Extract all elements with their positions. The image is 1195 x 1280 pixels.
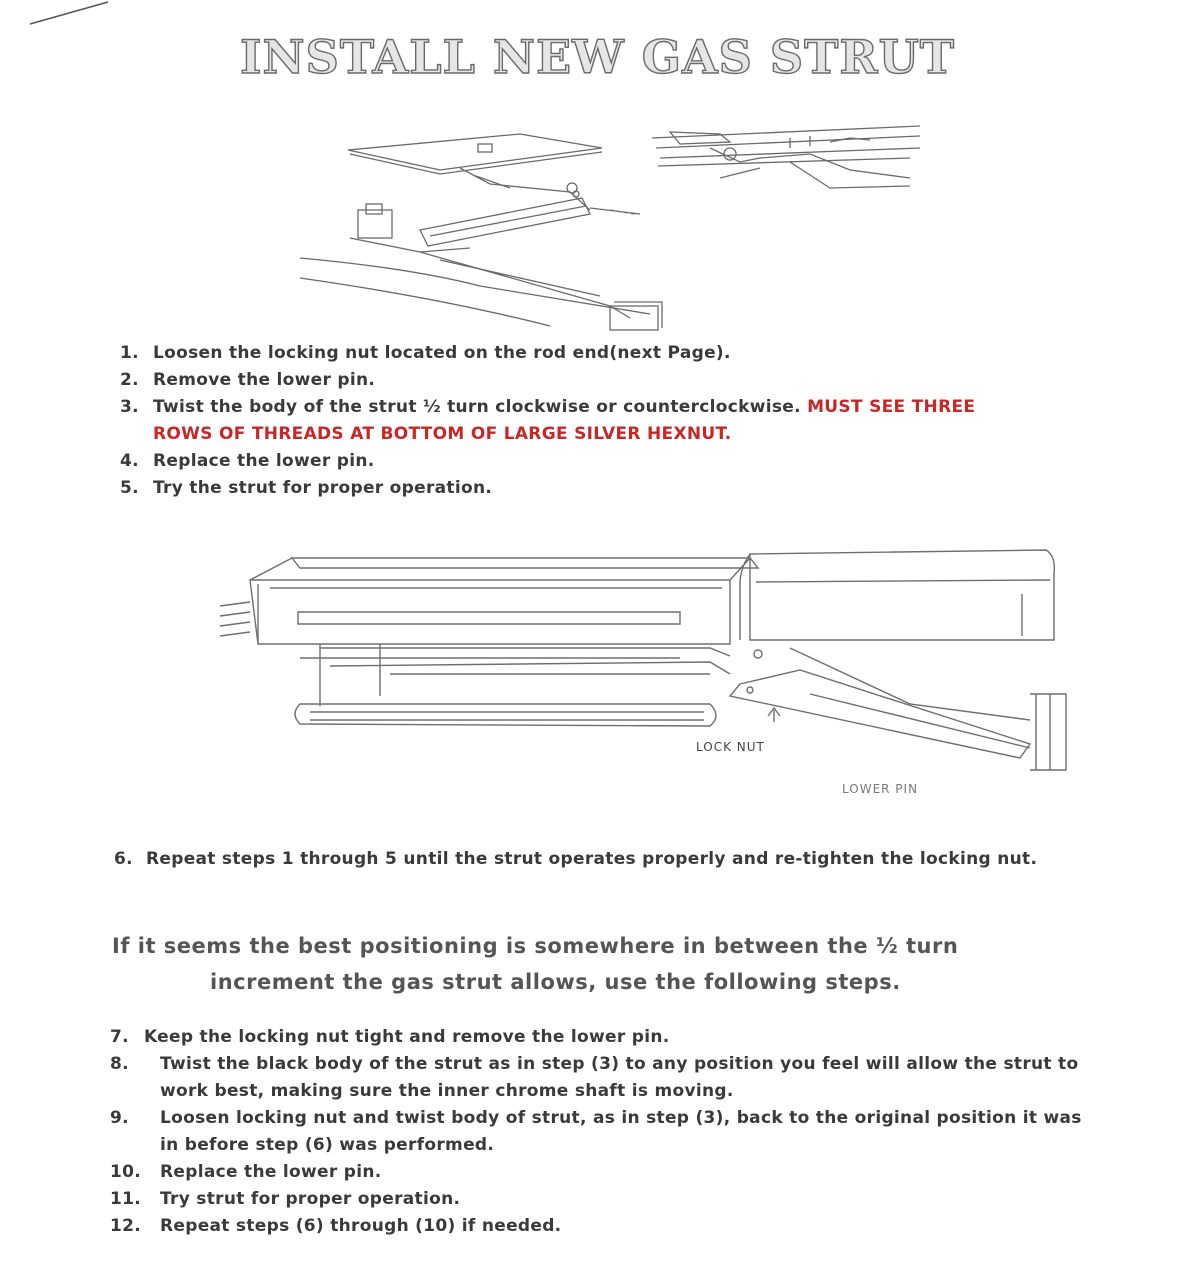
table-side-view-illustration [210, 544, 1070, 774]
steps-list-part1 [120, 340, 1040, 502]
step-text: Twist the body of the strut ½ turn clockwise or counterclockwise. [153, 397, 801, 417]
note-line-2: increment the gas strut allows, use the following steps. [210, 970, 901, 994]
warning-text: MUST SEE THREE ROWS OF THREADS AT BOTTOM OF LARGE SILVER HEXNUT. [153, 397, 976, 444]
strut-mechanism-illustration [290, 118, 930, 338]
list-item: 2. Remove the lower pin. [120, 370, 376, 390]
list-item: 6. Repeat steps 1 through 5 until the strut operates properly and re-tighten the locking nut. [114, 849, 1038, 869]
list-item: 4. Replace the lower pin. [120, 451, 375, 471]
scan-mark [28, 0, 118, 30]
positioning-note [112, 928, 1082, 1000]
list-item: 12. Repeat steps (6) through (10) if needed. [110, 1216, 562, 1236]
list-item: 7. Keep the locking nut tight and remove the lower pin. [110, 1027, 670, 1047]
list-item: 5. Try the strut for proper operation. [120, 478, 493, 498]
lower-pin-label: LOWER PIN [842, 782, 919, 796]
list-item: 8. Twist the black body of the strut as in step (3) to any position you feel will allow the strut to work best, making sure the inner chrome shaft is moving. [110, 1054, 1079, 1101]
steps-list-part2 [110, 1024, 1100, 1240]
list-item: 9. Loosen locking nut and twist body of strut, as in step (3), back to the original position it was in before step (6) was performed. [110, 1108, 1082, 1155]
list-item: 11. Try strut for proper operation. [110, 1189, 461, 1209]
page-title: INSTALL NEW GAS STRUT [240, 30, 955, 84]
list-item: 10. Replace the lower pin. [110, 1162, 382, 1182]
list-item: 3. Twist the body of the strut ½ turn clockwise or counterclockwise. MUST SEE THREE ROWS OF THREADS AT BOTTOM OF LARGE SILVER HEXNUT. [120, 397, 976, 444]
list-item: 1. Loosen the locking nut located on the rod end(next Page). [120, 343, 731, 363]
note-line-1: If it seems the best positioning is somewhere in between the ½ turn [112, 934, 959, 958]
steps-list-step6 [114, 846, 1094, 873]
lock-nut-label: LOCK NUT [696, 740, 765, 754]
